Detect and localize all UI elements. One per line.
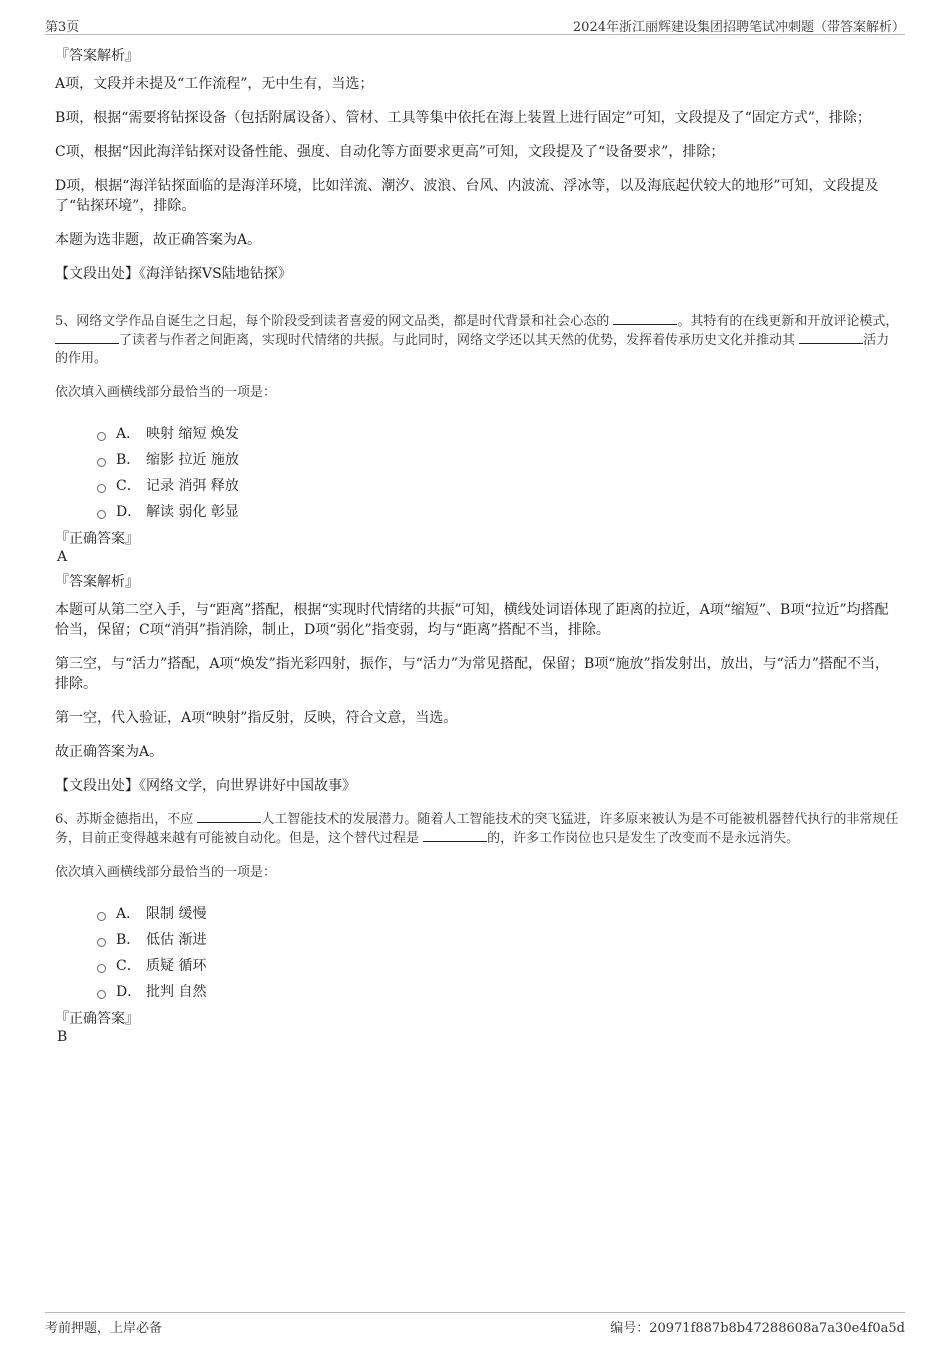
option-c[interactable]: [97, 952, 900, 978]
option-list: [97, 900, 900, 1004]
analysis-paragraph: D项，根据“海洋钻探面临的是海洋环境，比如洋流、潮汐、波浪、台风、内波流、浮冰等，以及海底起伏较大的地形”可知，文段提及了“钻探环境”，排除。: [55, 178, 879, 214]
option-text: 质疑 循环: [146, 958, 207, 974]
option-a[interactable]: [97, 420, 900, 446]
analysis-label: 『答案解析』: [55, 48, 139, 64]
radio-icon[interactable]: [97, 484, 106, 493]
document-code: 编号：20971f887b8b47288608a7a30e4f0a5d: [610, 1321, 905, 1336]
question-instruction: 依次填入画横线部分最恰当的一项是：: [55, 385, 277, 400]
question-5: [55, 312, 900, 796]
option-text: 限制 缓慢: [146, 906, 207, 922]
page-content: [55, 46, 900, 1052]
correct-answer-label: 『正确答案』: [55, 1011, 139, 1027]
source-citation: 【文段出处】《网络文学，向世界讲好中国故事》: [55, 778, 356, 794]
question-text-part: 人工智能技术的发展潜力。随着人工智能技术的突飞猛进，许多原来被认为是不可能被机器替代执行的非常规任务，目前正变得越来越有可能被自动化。但是，这个替代过程是: [55, 812, 899, 846]
analysis-paragraph: 本题可从第二空入手，与“距离”搭配，根据“实现时代情绪的共振”可知，横线处词语体现了距离的拉近，A项“缩短”、B项“拉近”均搭配恰当，保留；C项“消弭”指消除，制止，D项“弱化”指变弱，均与“距离”搭配不当，排除。: [55, 602, 889, 638]
option-c[interactable]: [97, 472, 900, 498]
page-header: [45, 14, 905, 35]
analysis-paragraph: C项，根据“因此海洋钻探对设备性能、强度、自动化等方面要求更高”可知，文段提及了“设备要求”，排除；: [55, 144, 725, 160]
analysis-paragraph: 本题为选非题，故正确答案为A。: [55, 232, 262, 248]
question-text-part: 5、网络文学作品自诞生之日起，每个阶段受到读者喜爱的网文品类，都是时代背景和社会心态的: [55, 314, 610, 329]
option-letter: B．: [116, 452, 141, 468]
fill-blank: [55, 331, 119, 344]
question-text: [55, 810, 900, 848]
question-text-part: 。其特有的在线更新和开放评论模式，: [677, 314, 899, 329]
option-d[interactable]: [97, 978, 900, 1004]
fill-blank: [799, 331, 863, 344]
radio-icon[interactable]: [97, 938, 106, 947]
option-text: 记录 消弭 释放: [146, 478, 239, 494]
option-list: [97, 420, 900, 524]
fill-blank: [613, 312, 677, 325]
question-text-part: 了读者与作者之间距离，实现时代情绪的共振。与此同时，网络文学还以其天然的优势，发挥着传承历史文化并推动其: [119, 333, 796, 348]
question-instruction: 依次填入画横线部分最恰当的一项是：: [55, 865, 277, 880]
correct-answer-value: B: [57, 1029, 68, 1045]
radio-icon[interactable]: [97, 458, 106, 467]
option-letter: C．: [116, 478, 141, 494]
radio-icon[interactable]: [97, 964, 106, 973]
option-letter: A．: [116, 906, 141, 922]
analysis-paragraph: 第一空，代入验证，A项“映射”指反射，反映，符合文意，当选。: [55, 710, 458, 726]
fill-blank: [197, 810, 261, 823]
option-text: 解读 弱化 彰显: [146, 504, 239, 520]
document-title: 2024年浙江丽辉建设集团招聘笔试冲刺题（带答案解析）: [572, 20, 905, 35]
q4-analysis: [55, 46, 900, 284]
option-b[interactable]: [97, 926, 900, 952]
page-footer: [45, 1312, 905, 1336]
option-letter: D．: [116, 984, 142, 1000]
question-text-part: 的，许多工作岗位也只是发生了改变而不是永远消失。: [487, 831, 800, 846]
option-b[interactable]: [97, 446, 900, 472]
option-letter: D．: [116, 504, 142, 520]
radio-icon[interactable]: [97, 510, 106, 519]
analysis-label: 『答案解析』: [55, 574, 139, 590]
option-a[interactable]: [97, 900, 900, 926]
option-letter: A．: [116, 426, 141, 442]
question-text-part: 6、苏斯金德指出，不应: [55, 812, 194, 827]
correct-answer-value: A: [57, 549, 68, 565]
footer-slogan: 考前押题，上岸必备: [45, 1321, 163, 1336]
option-text: 批判 自然: [146, 984, 207, 1000]
fill-blank: [423, 829, 487, 842]
question-text-part: 活力的作用。: [55, 333, 890, 366]
analysis-paragraph: 故正确答案为A。: [55, 744, 164, 760]
radio-icon[interactable]: [97, 912, 106, 921]
radio-icon[interactable]: [97, 432, 106, 441]
analysis-paragraph: B项，根据“需要将钻探设备（包括附属设备）、管材、工具等集中依托在海上装置上进行固定”可知，文段提及了“固定方式”，排除；: [55, 110, 871, 126]
analysis-paragraph: 第三空，与“活力”搭配，A项“焕发”指光彩四射，振作，与“活力”为常见搭配，保留；B项“施放”指发射出，放出，与“活力”搭配不当，排除。: [55, 656, 889, 692]
option-text: 映射 缩短 焕发: [146, 426, 239, 442]
radio-icon[interactable]: [97, 990, 106, 999]
option-letter: B．: [116, 932, 141, 948]
correct-answer-label: 『正确答案』: [55, 531, 139, 547]
option-text: 低估 渐进: [146, 932, 207, 948]
question-text: [55, 312, 900, 368]
page-number: 第3页: [45, 20, 80, 35]
option-letter: C．: [116, 958, 141, 974]
option-text: 缩影 拉近 施放: [146, 452, 239, 468]
question-6: [55, 810, 900, 1046]
analysis-paragraph: A项，文段并未提及“工作流程”，无中生有，当选；: [55, 76, 374, 92]
option-d[interactable]: [97, 498, 900, 524]
source-citation: 【文段出处】《海洋钻探VS陆地钻探》: [55, 266, 292, 282]
